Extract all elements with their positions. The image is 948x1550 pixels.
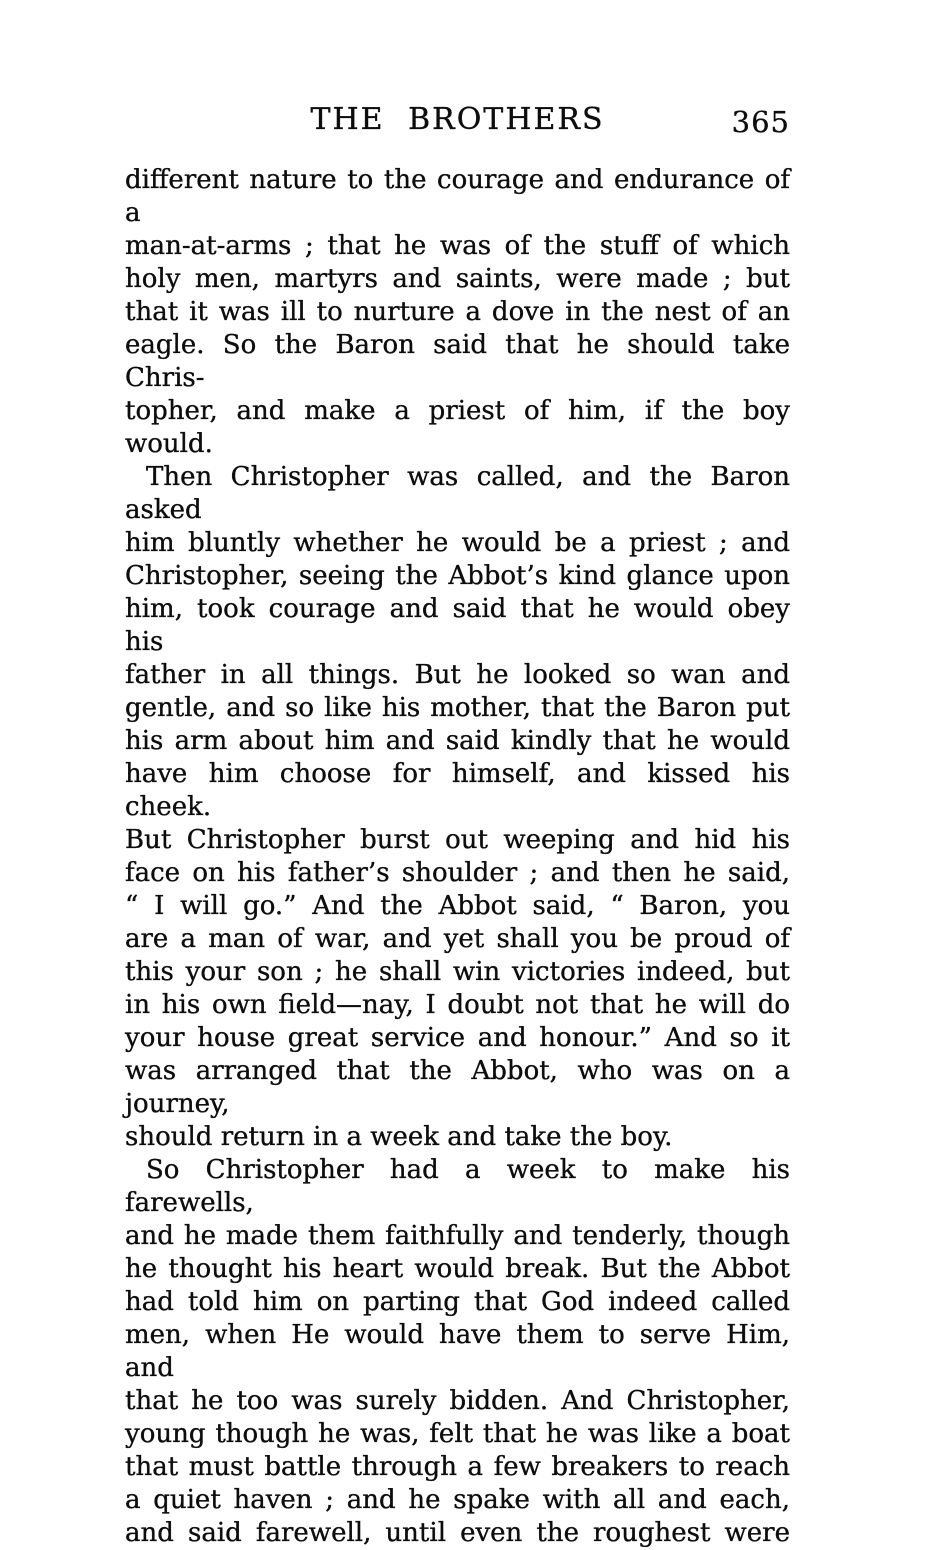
text-line: holy men, martyrs and saints, were made ; but bbox=[125, 264, 790, 294]
page-body-text bbox=[125, 164, 790, 1550]
text-line: different nature to the courage and endurance of a bbox=[125, 165, 790, 228]
text-line: him, took courage and said that he would obey his bbox=[125, 594, 790, 657]
text-line: Then Christopher was called, and the Baron asked bbox=[125, 462, 790, 525]
text-line: So Christopher had a week to make his farewells, bbox=[125, 1155, 790, 1218]
text-line: eagle. So the Baron said that he should take Chris- bbox=[125, 330, 790, 393]
text-line: But Christopher burst out weeping and hid his bbox=[125, 825, 790, 855]
text-line: had told him on parting that God indeed called bbox=[125, 1287, 790, 1317]
text-line: that must battle through a few breakers to reach bbox=[125, 1452, 790, 1482]
text-line: a quiet haven ; and he spake with all and each, bbox=[125, 1485, 790, 1515]
text-line: and he made them faithfully and tenderly, though bbox=[125, 1221, 790, 1251]
text-line: gentle, and so like his mother, that the Baron put bbox=[125, 693, 790, 723]
text-line: your house great service and honour.” And so it bbox=[125, 1023, 790, 1053]
text-line: his arm about him and said kindly that he would bbox=[125, 726, 790, 756]
page-header-title: THE BROTHERS bbox=[310, 102, 605, 137]
text-line: this your son ; he shall win victories indeed, but bbox=[125, 957, 790, 987]
text-line: man-at-arms ; that he was of the stuff of which bbox=[125, 231, 790, 261]
text-line: should return in a week and take the boy. bbox=[125, 1122, 673, 1152]
text-line: that he too was surely bidden. And Christopher, bbox=[125, 1386, 790, 1416]
text-line: and said farewell, until even the roughest were bbox=[125, 1518, 790, 1548]
page-number: 365 bbox=[731, 105, 790, 139]
text-line: young though he was, felt that he was like a boat bbox=[125, 1419, 790, 1449]
text-line: in his own field—nay, I doubt not that he will do bbox=[125, 990, 790, 1020]
text-line: was arranged that the Abbot, who was on a journey, bbox=[125, 1056, 790, 1119]
text-line: have him choose for himself, and kissed his cheek. bbox=[125, 759, 790, 822]
text-line: face on his father’s shoulder ; and then he said, bbox=[125, 858, 790, 888]
text-line: “ I will go.” And the Abbot said, “ Baron, you bbox=[125, 891, 790, 921]
text-line: are a man of war, and yet shall you be proud of bbox=[125, 924, 790, 954]
text-line: that it was ill to nurture a dove in the nest of an bbox=[125, 297, 790, 327]
text-line: he thought his heart would break. But the Abbot bbox=[125, 1254, 790, 1284]
text-line: men, when He would have them to serve Him, and bbox=[125, 1320, 790, 1383]
text-line: topher, and make a priest of him, if the boy would. bbox=[125, 396, 790, 459]
text-line: father in all things. But he looked so wan and bbox=[125, 660, 790, 690]
text-line: Christopher, seeing the Abbot’s kind glance upon bbox=[125, 561, 790, 591]
running-header bbox=[125, 103, 790, 143]
text-line: him bluntly whether he would be a priest ; and bbox=[125, 528, 790, 558]
